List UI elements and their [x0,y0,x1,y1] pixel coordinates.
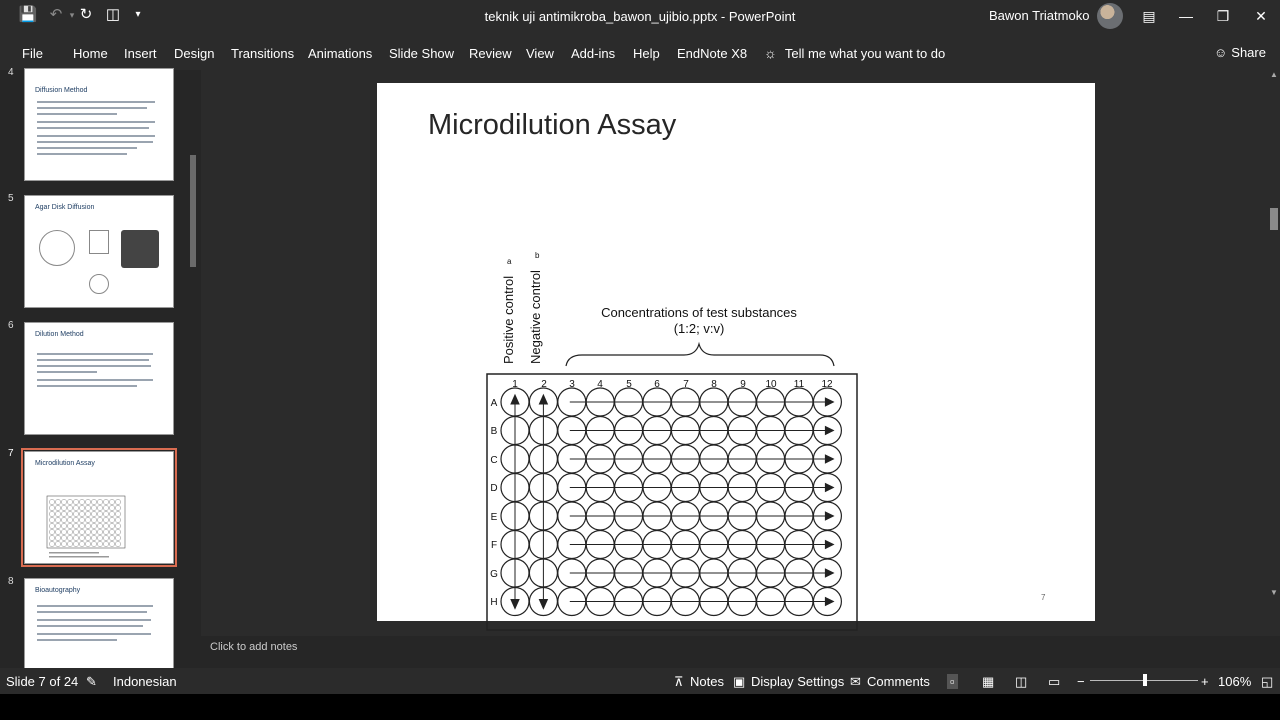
display-settings-button[interactable]: Display Settings [751,674,845,689]
thumb-title: Diffusion Method [35,87,88,94]
thumbnail-slide-4[interactable] [24,68,174,181]
zoom-out-icon[interactable]: − [1077,674,1085,689]
thumb-title: Agar Disk Diffusion [35,204,95,211]
dilution-arrow-head [825,398,833,406]
tab-animations[interactable]: Animations [308,46,373,61]
petri-dish-icon [39,230,75,266]
slide-sorter-icon[interactable]: ▦ [982,674,995,689]
column-label: 10 [765,379,777,390]
slideshow-view-icon[interactable]: ▭ [1048,674,1061,689]
thumb-number: 4 [8,67,14,78]
avatar[interactable] [1097,3,1123,29]
superscript-b: b [535,251,540,260]
thumbnail-scrollbar-thumb[interactable] [190,155,196,267]
language-indicator[interactable]: Indonesian [113,674,177,689]
negative-control-label: Negative control [528,270,543,364]
tab-add-ins[interactable]: Add-ins [571,46,616,61]
row-label: F [490,540,498,551]
column-label: 9 [740,379,746,390]
ruler-icon [89,274,109,294]
row-label: G [490,569,498,580]
control-arrow-up [511,395,519,404]
tell-me-search[interactable] [764,45,945,61]
taskbar-strip [0,694,1280,720]
ribbon-tabs [0,34,1280,70]
tab-design[interactable]: Design [174,46,215,61]
thumb-number: 5 [8,193,14,204]
share-button[interactable] [1214,45,1266,60]
scroll-up-icon[interactable]: ▲ [1270,70,1278,79]
slide-scrollbar[interactable] [1268,70,1280,636]
notes-toggle-icon[interactable]: ⊼ [674,674,684,689]
tab-home[interactable]: Home [73,46,108,61]
row-label: B [490,426,498,437]
thumb-number: 6 [8,320,14,331]
disk-icon [89,230,109,254]
thumb-title: Microdilution Assay [35,460,95,467]
column-label: 1 [512,379,518,390]
dilution-arrow-head [825,512,833,520]
person-icon: ☺ [1214,45,1228,60]
tab-review[interactable]: Review [469,46,512,61]
share-label: Share [1231,45,1266,60]
column-label: 3 [569,379,575,390]
superscript-a: a [507,257,512,266]
customize-toolbar-icon[interactable]: ▾ [135,9,141,20]
slide-thumbnail-pane [0,67,201,668]
redo-icon[interactable]: ↻ [79,6,93,23]
microplate-figure[interactable] [482,166,862,608]
row-label: E [490,512,498,523]
ribbon-display-icon[interactable]: ▤ [1142,8,1156,24]
tab-endnote[interactable]: EndNote X8 [677,46,748,61]
spellcheck-icon[interactable]: ✎ [86,674,97,689]
title-bar [0,0,1280,34]
comments-button[interactable]: Comments [867,674,930,689]
row-label: D [490,483,498,494]
row-label: H [490,597,498,608]
user-name[interactable]: Bawon Triatmoko [989,8,1090,23]
comments-icon[interactable]: ✉ [850,674,861,689]
control-arrow-down [539,600,547,609]
row-label: C [490,455,498,466]
tell-me-label: Tell me what you want to do [784,46,946,61]
present-icon[interactable]: ◫ [105,6,121,23]
positive-control-label: Positive control [501,275,516,364]
display-settings-icon[interactable]: ▣ [733,674,746,689]
column-label: 2 [541,379,547,390]
thumbnail-slide-7[interactable] [24,451,174,564]
minimize-icon[interactable]: — [1179,8,1193,24]
dilution-arrow-head [825,569,833,577]
undo-dropdown-icon[interactable]: ▾ [69,10,75,20]
concentration-brace [566,344,834,366]
slide-scrollbar-thumb[interactable] [1270,208,1278,230]
thumbnail-slide-5[interactable] [24,195,174,308]
dilution-arrow-head [825,455,833,463]
normal-view-icon[interactable]: ▫ [947,674,958,689]
slide-number: 7 [1041,593,1046,602]
tab-view[interactable]: View [526,46,554,61]
tab-help[interactable]: Help [633,46,660,61]
notes-pane[interactable] [201,636,1280,668]
zoom-level[interactable]: 106% [1218,674,1252,689]
tab-file[interactable]: File [22,46,43,61]
status-bar [0,668,1280,694]
control-arrow-up [539,395,547,404]
ratio-label: (1:2; v:v) [673,321,725,336]
tab-slide-show[interactable]: Slide Show [389,46,455,61]
fit-to-window-icon[interactable]: ◱ [1261,674,1274,689]
column-label: 6 [654,379,660,390]
close-icon[interactable]: ✕ [1255,8,1267,24]
restore-icon[interactable]: ❐ [1216,8,1230,24]
thumb-title: Bioautography [35,587,81,594]
slide-counter: Slide 7 of 24 [6,674,79,689]
thumb-number: 7 [8,448,14,459]
thumbnail-slide-6[interactable] [24,322,174,435]
save-icon[interactable]: 💾 [18,6,38,23]
row-label: A [490,398,498,409]
column-label: 11 [793,379,805,390]
column-label: 5 [626,379,632,390]
column-label: 12 [821,379,833,390]
well-grid [501,388,841,616]
reading-view-icon[interactable]: ◫ [1015,674,1028,689]
dilution-arrow-head [825,427,833,435]
control-arrow-down [511,600,519,609]
zoom-in-icon[interactable]: + [1201,674,1209,689]
dilution-arrow-head [825,541,833,549]
notes-placeholder[interactable]: Click to add notes [210,641,298,653]
slide-canvas[interactable] [377,83,1095,621]
concentrations-label: Concentrations of test substances [601,305,797,320]
dilution-arrow-head [825,484,833,492]
zoom-slider-handle[interactable] [1143,674,1147,686]
column-label: 7 [683,379,689,390]
plate-thumbnail-icon [25,452,175,565]
window-title: teknik uji antimikroba_bawon_ujibio.pptx - PowerPoint [484,9,796,24]
column-label: 8 [711,379,717,390]
slide-title[interactable]: Microdilution Assay [428,109,677,141]
tab-insert[interactable]: Insert [124,46,157,61]
tab-transitions[interactable]: Transitions [231,46,295,61]
dilution-arrow-head [825,598,833,606]
undo-icon[interactable]: ↶ [49,6,63,23]
thumb-title: Dilution Method [35,331,84,338]
notes-button[interactable]: Notes [690,674,724,689]
well-photo-icon [121,230,159,268]
scroll-down-icon[interactable]: ▼ [1270,588,1278,597]
column-label: 4 [597,379,603,390]
lightbulb-icon: ☼ [764,45,777,61]
thumb-number: 8 [8,576,14,587]
